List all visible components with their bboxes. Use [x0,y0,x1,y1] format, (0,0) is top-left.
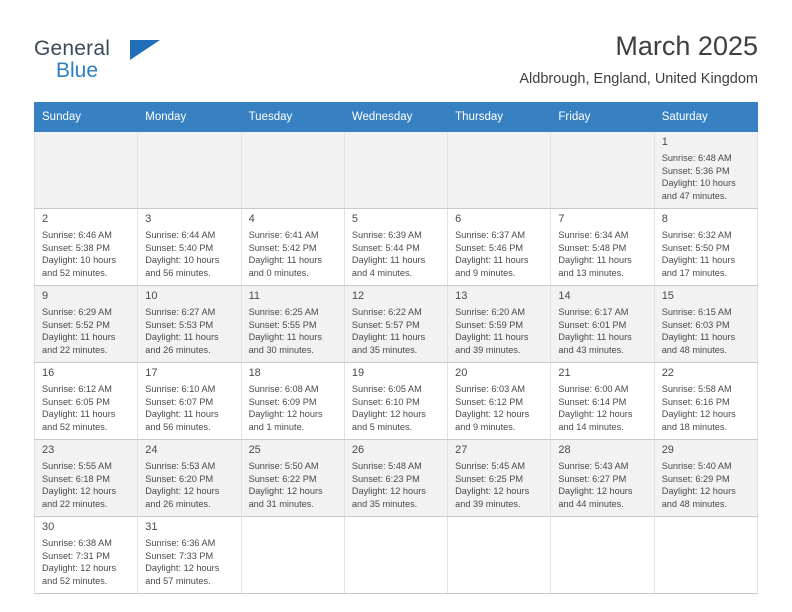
sunset-text: Sunset: 5:40 PM [145,242,214,253]
daylight-text: Daylight: 11 hours and 43 minutes. [558,332,632,355]
day-number: 27 [455,444,468,456]
daylight-text: Daylight: 11 hours and 9 minutes. [455,255,529,278]
sunrise-text: Sunrise: 6:41 AM [248,230,319,240]
sunset-text: Sunset: 6:18 PM [42,473,110,484]
sunset-text: Sunset: 5:44 PM [351,242,420,253]
sunset-text: Sunset: 7:33 PM [145,550,214,561]
calendar-day-cell[interactable] [35,363,138,440]
day-number: 10 [145,290,158,302]
day-number: 9 [42,290,49,302]
calendar-day-cell[interactable] [551,286,654,363]
daylight-text: Daylight: 10 hours and 47 minutes. [661,178,736,201]
day-number: 17 [145,367,158,379]
sunrise-text: Sunrise: 6:32 AM [661,230,732,240]
daylight-text: Daylight: 12 hours and 39 minutes. [455,486,530,509]
sunset-text: Sunset: 6:14 PM [558,396,627,407]
calendar-day-cell[interactable] [35,286,138,363]
sunset-text: Sunset: 6:23 PM [351,473,420,484]
calendar-week-row [35,132,758,209]
daylight-text: Daylight: 12 hours and 26 minutes. [145,486,220,509]
sunset-text: Sunset: 6:03 PM [661,319,730,330]
calendar-day-cell[interactable] [241,363,344,440]
weekday-header-thursday: Thursday [448,103,551,132]
calendar-day-cell[interactable] [551,440,654,517]
sunset-text: Sunset: 6:29 PM [661,473,730,484]
calendar-week-row [35,363,758,440]
calendar-day-cell[interactable] [241,209,344,286]
daylight-text: Daylight: 11 hours and 56 minutes. [145,409,219,432]
sunrise-text: Sunrise: 6:36 AM [145,538,216,548]
daylight-text: Daylight: 11 hours and 26 minutes. [145,332,219,355]
logo-text-blue: Blue [56,59,99,82]
sunrise-text: Sunrise: 6:12 AM [42,384,112,394]
calendar-day-cell[interactable] [448,209,551,286]
calendar-body [35,132,758,594]
daylight-text: Daylight: 12 hours and 52 minutes. [42,563,117,586]
daylight-text: Daylight: 11 hours and 35 minutes. [351,332,426,355]
calendar-cell-empty [448,132,551,209]
day-number: 31 [145,521,158,533]
sunrise-text: Sunrise: 6:46 AM [42,230,112,240]
daylight-text: Daylight: 12 hours and 48 minutes. [661,486,736,509]
daylight-text: Daylight: 12 hours and 44 minutes. [558,486,633,509]
sunrise-text: Sunrise: 5:58 AM [661,384,732,394]
sunrise-text: Sunrise: 6:34 AM [558,230,629,240]
calendar-cell-empty [241,132,344,209]
day-number: 14 [558,290,571,302]
day-number: 4 [248,213,255,225]
calendar-cell-empty [551,132,654,209]
sunrise-text: Sunrise: 6:10 AM [145,384,216,394]
daylight-text: Daylight: 10 hours and 56 minutes. [145,255,220,278]
calendar-day-cell[interactable] [138,363,241,440]
sunrise-text: Sunrise: 6:08 AM [248,384,319,394]
sunrise-text: Sunrise: 6:48 AM [661,153,732,163]
day-number: 30 [42,521,55,533]
sunrise-text: Sunrise: 6:17 AM [558,307,629,317]
calendar-day-cell[interactable] [654,363,757,440]
daylight-text: Daylight: 11 hours and 30 minutes. [248,332,322,355]
sunrise-text: Sunrise: 6:27 AM [145,307,216,317]
sunset-text: Sunset: 5:48 PM [558,242,627,253]
calendar-week-row [35,286,758,363]
sunrise-text: Sunrise: 6:29 AM [42,307,112,317]
calendar-day-cell[interactable] [344,363,447,440]
logo-flag-icon [130,40,160,60]
day-number: 8 [661,213,668,225]
daylight-text: Daylight: 11 hours and 48 minutes. [661,332,736,355]
sunset-text: Sunset: 5:42 PM [248,242,317,253]
sunset-text: Sunset: 6:16 PM [661,396,730,407]
sunset-text: Sunset: 5:59 PM [455,319,524,330]
weekday-header-friday: Friday [551,103,654,132]
calendar-cell-empty [551,517,654,594]
sunrise-text: Sunrise: 5:45 AM [455,461,526,471]
day-number: 6 [455,213,462,225]
sunrise-text: Sunrise: 5:53 AM [145,461,216,471]
sunset-text: Sunset: 6:20 PM [145,473,214,484]
sunrise-text: Sunrise: 6:03 AM [455,384,526,394]
calendar-cell-empty [344,132,447,209]
daylight-text: Daylight: 11 hours and 13 minutes. [558,255,632,278]
calendar-day-cell[interactable] [35,440,138,517]
weekday-header-wednesday: Wednesday [344,103,447,132]
sunset-text: Sunset: 6:07 PM [145,396,214,407]
page-header [34,28,758,90]
calendar-cell-empty [654,517,757,594]
sunset-text: Sunset: 5:57 PM [351,319,420,330]
general-blue-logo[interactable] [34,28,184,84]
day-number: 23 [42,444,55,456]
page-title: March 2025 [615,31,758,61]
sunset-text: Sunset: 5:52 PM [42,319,110,330]
sunset-text: Sunset: 6:22 PM [248,473,317,484]
weekday-header-monday: Monday [138,103,241,132]
title-block [519,28,758,90]
daylight-text: Daylight: 11 hours and 39 minutes. [455,332,529,355]
sunset-text: Sunset: 6:25 PM [455,473,524,484]
daylight-text: Daylight: 10 hours and 52 minutes. [42,255,117,278]
day-number: 29 [661,444,674,456]
day-number: 22 [661,367,674,379]
calendar-day-cell[interactable] [138,209,241,286]
calendar-day-cell[interactable] [448,363,551,440]
calendar-day-cell[interactable] [344,209,447,286]
calendar-cell-empty [344,517,447,594]
sunset-text: Sunset: 5:46 PM [455,242,524,253]
sunrise-text: Sunrise: 6:05 AM [351,384,422,394]
sunset-text: Sunset: 6:12 PM [455,396,524,407]
daylight-text: Daylight: 12 hours and 57 minutes. [145,563,220,586]
sunrise-text: Sunrise: 5:48 AM [351,461,422,471]
day-number: 13 [455,290,468,302]
calendar-day-cell[interactable] [344,286,447,363]
day-number: 7 [558,213,565,225]
sunrise-text: Sunrise: 6:39 AM [351,230,422,240]
sunset-text: Sunset: 7:31 PM [42,550,110,561]
weekday-header-sunday: Sunday [35,103,138,132]
sunrise-text: Sunrise: 6:22 AM [351,307,422,317]
weekday-header-tuesday: Tuesday [241,103,344,132]
day-number: 16 [42,367,55,379]
location-subtitle: Aldbrough, England, United Kingdom [519,71,758,87]
calendar-cell-empty [241,517,344,594]
sunrise-text: Sunrise: 6:37 AM [455,230,526,240]
sunset-text: Sunset: 5:50 PM [661,242,730,253]
daylight-text: Daylight: 12 hours and 35 minutes. [351,486,426,509]
day-number: 5 [351,213,358,225]
day-number: 12 [351,290,365,302]
day-number: 3 [145,213,152,225]
sunset-text: Sunset: 6:01 PM [558,319,627,330]
calendar-day-cell[interactable] [35,209,138,286]
sunrise-text: Sunrise: 5:40 AM [661,461,732,471]
calendar-week-row [35,440,758,517]
daylight-text: Daylight: 12 hours and 5 minutes. [351,409,426,432]
weekday-header-row [35,103,758,132]
calendar-day-cell[interactable] [654,286,757,363]
calendar-day-cell[interactable] [344,440,447,517]
calendar-cell-empty [35,132,138,209]
calendar-day-cell[interactable] [448,440,551,517]
sunrise-text: Sunrise: 6:20 AM [455,307,526,317]
day-number: 2 [42,213,49,225]
daylight-text: Daylight: 11 hours and 22 minutes. [42,332,116,355]
sunset-text: Sunset: 5:36 PM [661,165,730,176]
day-number: 18 [248,367,261,379]
daylight-text: Daylight: 11 hours and 17 minutes. [661,255,736,278]
calendar-day-cell[interactable] [241,440,344,517]
sunrise-text: Sunrise: 6:25 AM [248,307,319,317]
day-number: 26 [351,444,365,456]
day-number: 28 [558,444,571,456]
sunset-text: Sunset: 6:27 PM [558,473,627,484]
sunrise-text: Sunrise: 5:50 AM [248,461,319,471]
sunset-text: Sunset: 6:05 PM [42,396,110,407]
day-number: 11 [248,290,260,302]
calendar-week-row [35,209,758,286]
calendar-day-cell[interactable] [654,132,757,209]
sunrise-text: Sunrise: 5:55 AM [42,461,112,471]
calendar-table [34,102,758,594]
calendar-cell-empty [448,517,551,594]
daylight-text: Daylight: 12 hours and 18 minutes. [661,409,736,432]
daylight-text: Daylight: 11 hours and 4 minutes. [351,255,426,278]
calendar-day-cell[interactable] [138,286,241,363]
day-number: 20 [455,367,468,379]
calendar-day-cell[interactable] [35,517,138,594]
sunset-text: Sunset: 6:09 PM [248,396,317,407]
daylight-text: Daylight: 12 hours and 9 minutes. [455,409,530,432]
calendar-day-cell[interactable] [654,440,757,517]
calendar-week-row [35,517,758,594]
calendar-cell-empty [138,132,241,209]
calendar-day-cell[interactable] [448,286,551,363]
sunset-text: Sunset: 5:53 PM [145,319,214,330]
daylight-text: Daylight: 12 hours and 22 minutes. [42,486,117,509]
sunrise-text: Sunrise: 5:43 AM [558,461,629,471]
day-number: 1 [661,136,668,148]
daylight-text: Daylight: 12 hours and 31 minutes. [248,486,323,509]
daylight-text: Daylight: 12 hours and 14 minutes. [558,409,633,432]
sunset-text: Sunset: 5:38 PM [42,242,110,253]
daylight-text: Daylight: 12 hours and 1 minute. [248,409,323,432]
day-number: 21 [558,367,571,379]
daylight-text: Daylight: 11 hours and 0 minutes. [248,255,322,278]
calendar-day-cell[interactable] [551,363,654,440]
daylight-text: Daylight: 11 hours and 52 minutes. [42,409,116,432]
sunrise-text: Sunrise: 6:00 AM [558,384,629,394]
sunrise-text: Sunrise: 6:44 AM [145,230,216,240]
day-number: 24 [145,444,158,456]
day-number: 15 [661,290,674,302]
calendar-day-cell[interactable] [241,286,344,363]
sunset-text: Sunset: 5:55 PM [248,319,317,330]
weekday-header-saturday: Saturday [654,103,757,132]
sunset-text: Sunset: 6:10 PM [351,396,420,407]
day-number: 19 [351,367,365,379]
calendar-day-cell[interactable] [654,209,757,286]
calendar-day-cell[interactable] [138,440,241,517]
calendar-day-cell[interactable] [138,517,241,594]
logo-text-general: General [34,37,111,60]
sunrise-text: Sunrise: 6:15 AM [661,307,732,317]
day-number: 25 [248,444,261,456]
calendar-day-cell[interactable] [551,209,654,286]
sunrise-text: Sunrise: 6:38 AM [42,538,112,548]
